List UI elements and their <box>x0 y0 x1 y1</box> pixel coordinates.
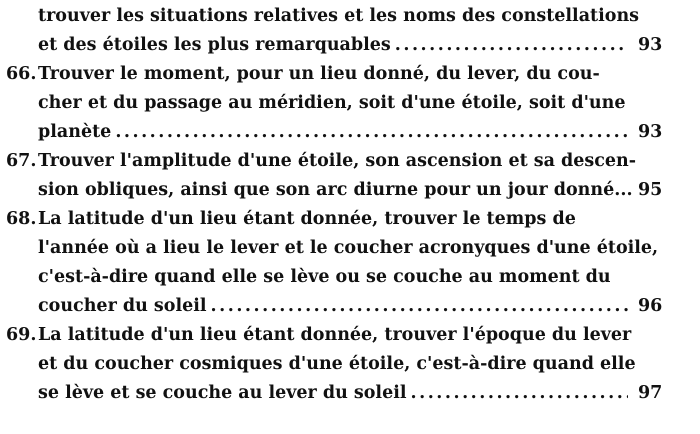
toc-line <box>38 2 640 31</box>
toc-line <box>38 31 628 60</box>
leader-dots <box>395 31 628 60</box>
page-number: 95 <box>638 180 663 200</box>
toc-line <box>38 89 678 118</box>
toc-text: c'est-à-dire quand elle se lève ou se couche au moment du <box>38 267 611 287</box>
toc-text: et du coucher cosmiques d'une étoile, c'est-à-dire quand elle <box>38 354 636 374</box>
toc-line <box>38 379 628 408</box>
toc-line <box>6 147 678 176</box>
toc-line <box>38 292 628 321</box>
leader-dots <box>211 292 628 321</box>
entry-number: 67. <box>6 151 37 171</box>
page-number: 93 <box>638 122 663 142</box>
page-number: 97 <box>638 383 663 403</box>
entry-number: 66. <box>6 64 37 84</box>
toc-text: Trouver l'amplitude d'une étoile, son ascension et sa descen- <box>38 151 637 171</box>
toc-line <box>6 205 678 234</box>
toc-line <box>38 350 678 379</box>
toc-text: coucher du soleil <box>38 296 207 316</box>
toc-line <box>6 321 678 350</box>
toc-line <box>6 60 678 89</box>
toc-text: planète <box>38 122 112 142</box>
toc-text: La latitude d'un lieu étant donnée, trouver l'époque du lever <box>38 325 632 345</box>
page-number: 96 <box>638 296 663 316</box>
toc-line <box>38 263 678 292</box>
toc-text: Trouver le moment, pour un lieu donné, du lever, du cou- <box>38 64 600 84</box>
entry-number: 69. <box>6 325 37 345</box>
toc-text: l'année où a lieu le lever et le coucher acronyques d'une étoile, <box>38 238 659 258</box>
toc-text: sion obliques, ainsi que son arc diurne pour un jour donné... <box>38 180 633 200</box>
toc-text: se lève et se couche au lever du soleil <box>38 383 407 403</box>
leader-dots <box>411 379 628 408</box>
toc-line <box>38 118 628 147</box>
toc-text: trouver les situations relatives et les noms des constellations <box>38 6 640 26</box>
toc-line <box>38 234 678 263</box>
toc-line <box>38 176 633 205</box>
leader-dots <box>115 118 628 147</box>
toc-text: cher et du passage au méridien, soit d'une étoile, soit d'une <box>38 93 626 113</box>
toc-text: et des étoiles les plus remarquables <box>38 35 391 55</box>
toc-text: La latitude d'un lieu étant donnée, trouver le temps de <box>38 209 576 229</box>
page-number: 93 <box>638 35 663 55</box>
entry-number: 68. <box>6 209 37 229</box>
